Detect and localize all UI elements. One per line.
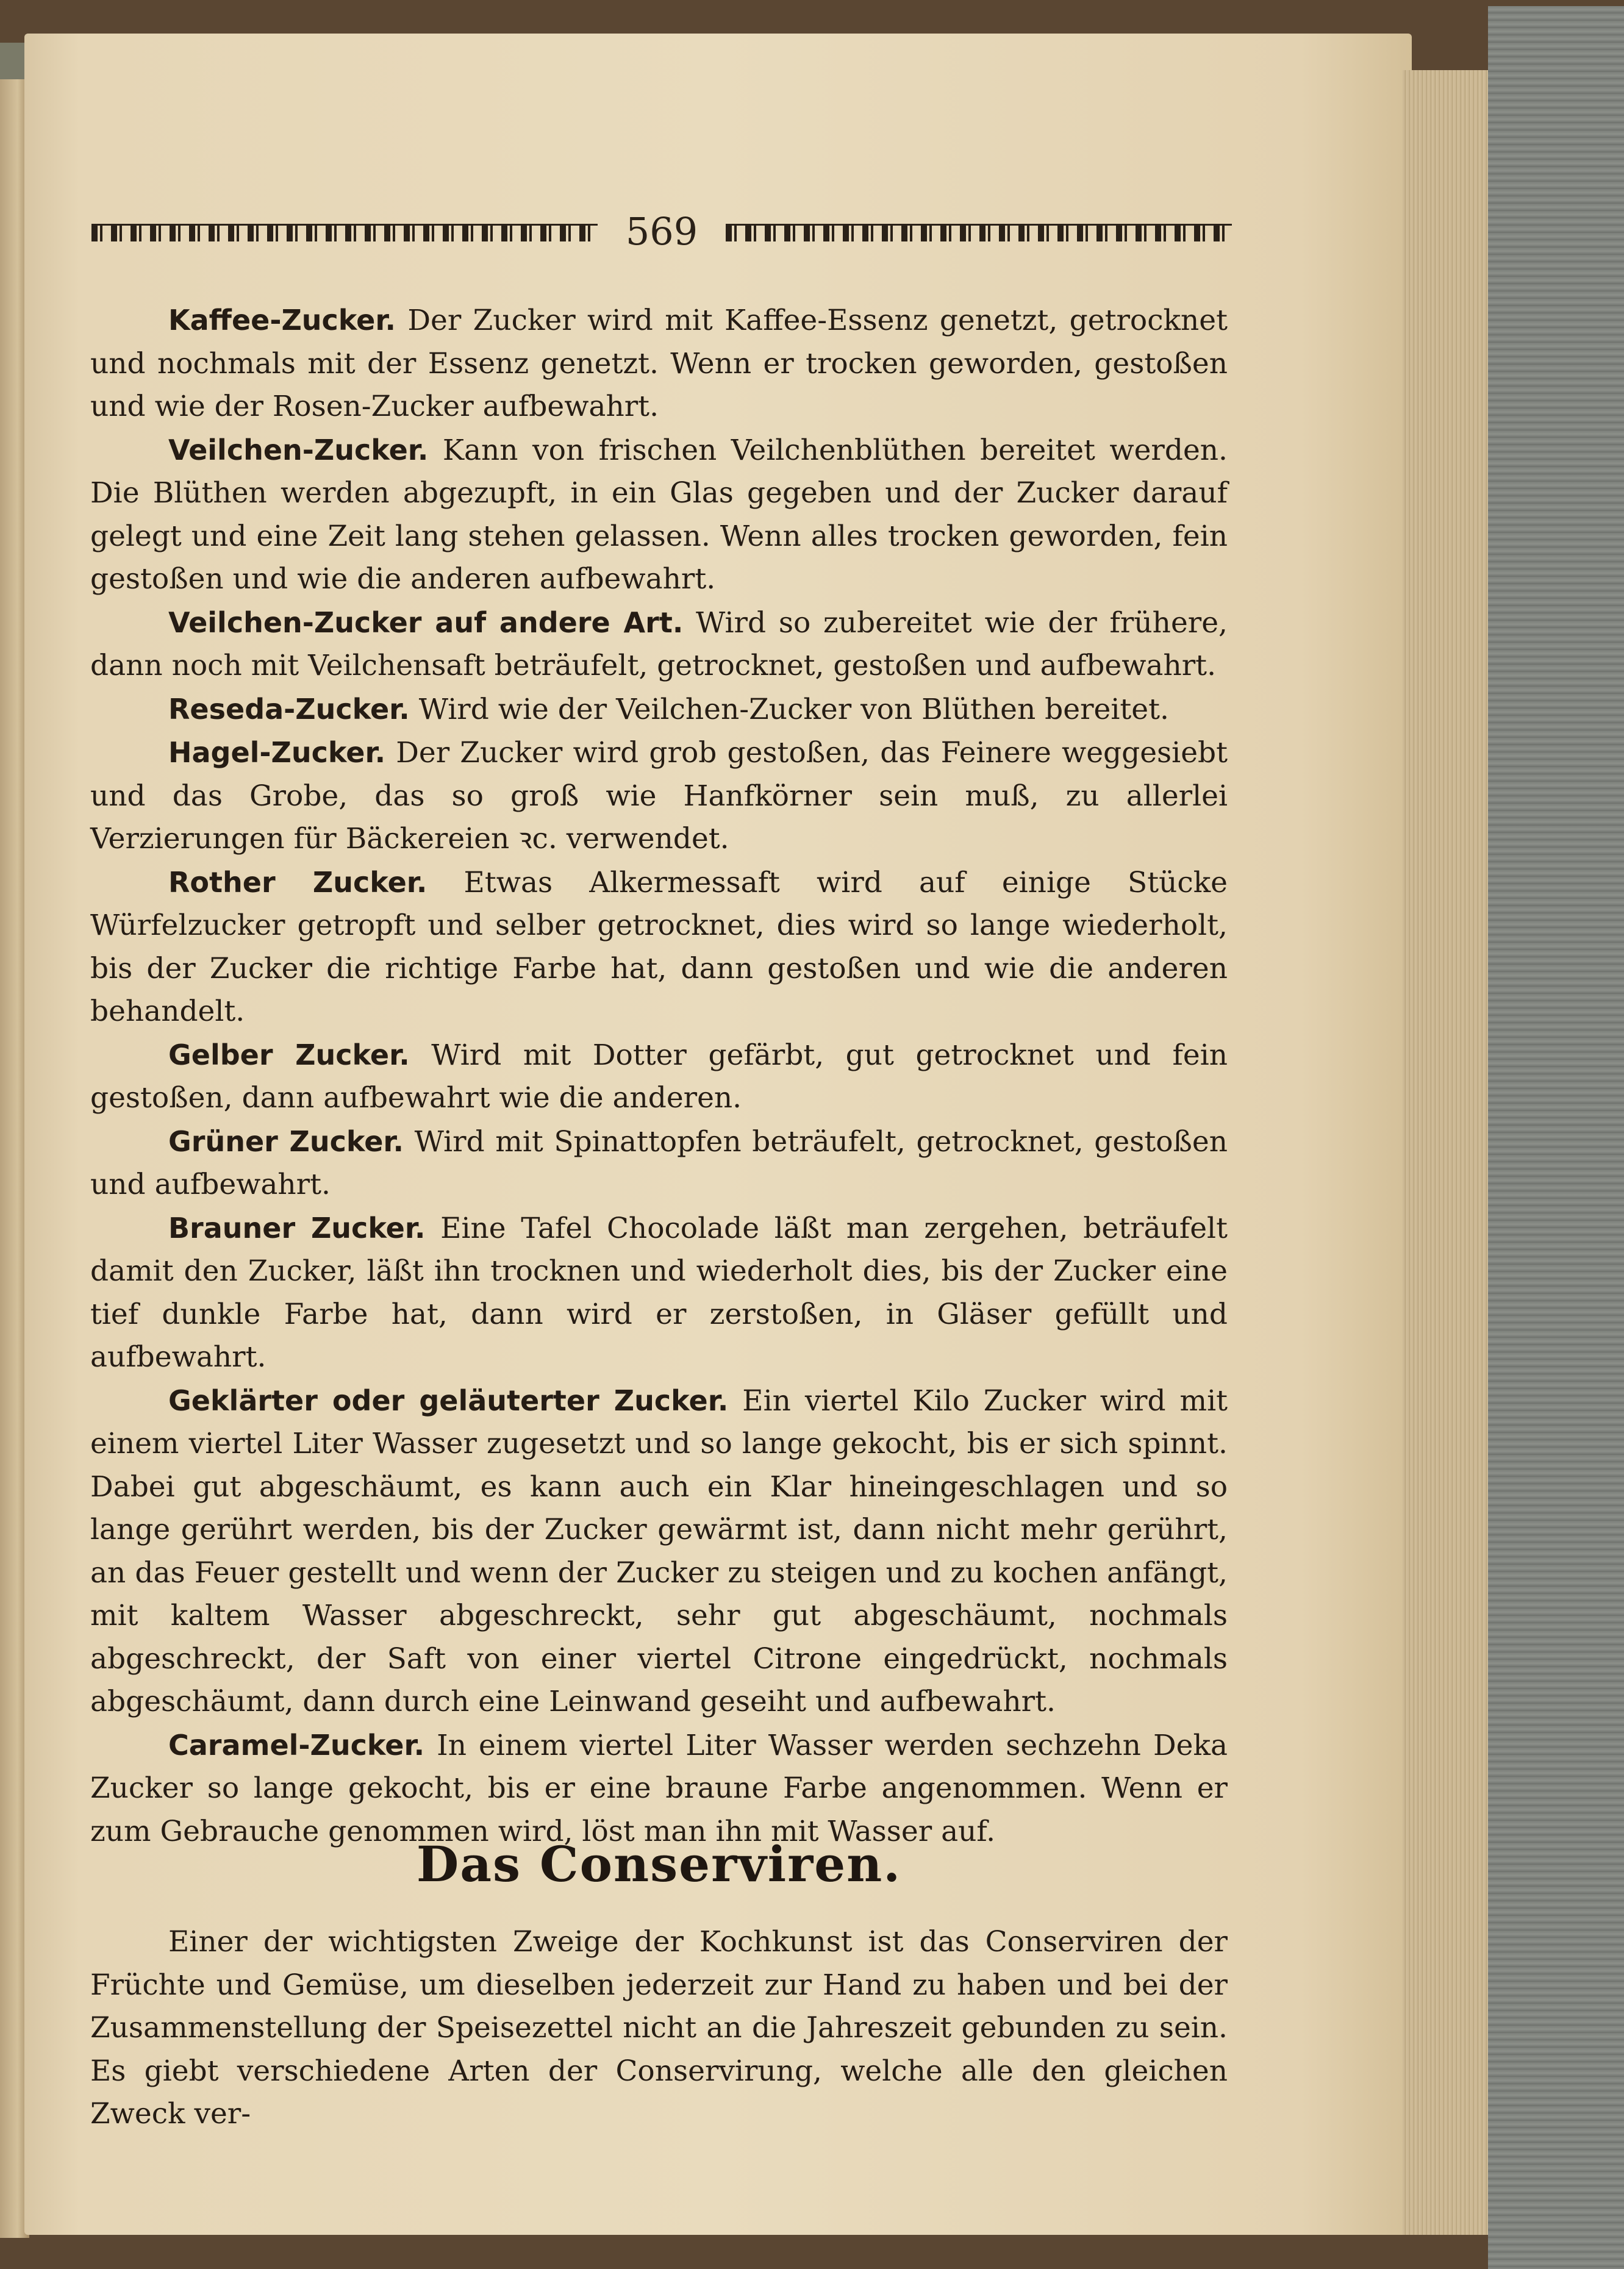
entry-term: Rother Zucker. [168,865,427,899]
entry-term: Geklärter oder geläuterter Zucker. [168,1384,729,1417]
entry-caramel-zucker [90,1724,1228,1854]
entry-gruener-zucker [90,1120,1228,1207]
entry-text: Eine Tafel Chocolade läßt man zergehen, beträufelt damit den Zucker, läßt ihn trocknen und wiederholt dies, bis der Zucker eine tief dunkle Farbe hat, dann wird er zerstoßen, in Gläser gefüllt und aufbewahrt. [90,1211,1228,1374]
entry-text: Wird so zubereitet wie der frühere, dann noch mit Veilchensaft beträufelt, getrocknet, gestoßen und aufbewahrt. [90,606,1228,682]
entry-term: Kaffee-Zucker. [168,304,396,337]
page-number: 569 [625,209,698,254]
entry-hagel-zucker [90,731,1228,861]
entry-text: Der Zucker wird grob gestoßen, das Feinere weggesiebt und das Grobe, das so groß wie Hanfkörner sein muß, zu allerlei Verzierungen für Bäckereien ꝛc. verwendet. [90,736,1228,856]
book-cover-edge [1488,6,1624,2269]
recipe-entries [90,299,1228,1853]
entry-rother-zucker [90,861,1228,1034]
entry-term: Reseda-Zucker. [168,692,410,726]
entry-term: Gelber Zucker. [168,1038,410,1071]
header-ornament-right [726,224,1232,241]
entry-term: Grüner Zucker. [168,1124,404,1158]
section-intro: Einer der wichtigsten Zweige der Kochkunst ist das Conserviren der Früchte und Gemüse, um dieselben jederzeit zur Hand zu haben und bei der Zusammenstellung der Speisezettel nicht an die Jahreszeit gebunden zu sein. Es giebt verschiedene Arten der Conservirung, welche alle den gleichen Zweck ver- [90,1925,1228,2131]
page-stack-edges [1403,70,1488,2235]
entry-term: Caramel-Zucker. [168,1728,425,1762]
entry-brauner-zucker [90,1207,1228,1379]
entry-term: Veilchen-Zucker. [168,433,429,466]
section-title: Das Conserviren. [416,1835,902,1893]
entry-term: Brauner Zucker. [168,1211,426,1245]
entry-term: Hagel-Zucker. [168,736,386,769]
entry-text: Wird mit Spinattopfen beträufelt, getrocknet, gestoßen und aufbewahrt. [90,1124,1228,1201]
entry-reseda-zucker [90,688,1228,732]
entry-text: Ein viertel Kilo Zucker wird mit einem viertel Liter Wasser zugesetzt und so lange gekocht, bis er sich spinnt. Dabei gut abgeschäumt, es kann auch ein Klar hineingeschlagen und so lange gerührt werden, bis der Zucker gewärmt ist, dann nicht mehr gerührt, an das Feuer gestellt und wenn der Zucker zu steigen und zu kochen anfängt, mit kaltem Wasser abgeschreckt, sehr gut abgeschäumt, nochmals abgeschreckt, der Saft von einer viertel Citrone eingedrückt, nochmals abgeschäumt, dann durch eine Leinwand geseiht und aufbewahrt. [90,1384,1228,1718]
entry-veilchen-zucker-andere-art [90,601,1228,688]
entry-gelber-zucker [90,1034,1228,1120]
entry-text: Etwas Alkermessaft wird auf einige Stücke Würfelzucker getropft und selber getrocknet, dies wird so lange wiederholt, bis der Zucker die richtige Farbe hat, dann gestoßen und wie die anderen behandelt. [90,865,1228,1028]
page-header [91,210,1232,253]
entry-term: Veilchen-Zucker auf andere Art. [168,606,684,639]
entry-text: Wird mit Dotter gefärbt, gut getrocknet und fein gestoßen, dann aufbewahrt wie die anderen. [90,1038,1228,1115]
entry-text: Wird wie der Veilchen-Zucker von Blüthen bereitet. [418,692,1169,726]
entry-text: Kann von frischen Veilchenblüthen bereitet werden. Die Blüthen werden abgezupft, in ein Glas gegeben und der Zucker darauf gelegt und eine Zeit lang stehen gelassen. Wenn alles trocken geworden, fein gestoßen und wie die anderen aufbewahrt. [90,433,1228,596]
entry-veilchen-zucker [90,429,1228,601]
entry-text: Der Zucker wird mit Kaffee-Essenz genetzt, getrocknet und nochmals mit der Essenz genetzt. Wenn er trocken geworden, gestoßen und wie der Rosen-Zucker aufbewahrt. [90,304,1228,423]
header-ornament-left [91,224,598,241]
entry-geklaerter-zucker [90,1379,1228,1724]
entry-text: In einem viertel Liter Wasser werden sechzehn Deka Zucker so lange gekocht, bis er eine braune Farbe angenommen. Wenn er zum Gebrauche genommen wird, löst man ihn mit Wasser auf. [90,1728,1228,1848]
entry-kaffee-zucker [90,299,1228,429]
